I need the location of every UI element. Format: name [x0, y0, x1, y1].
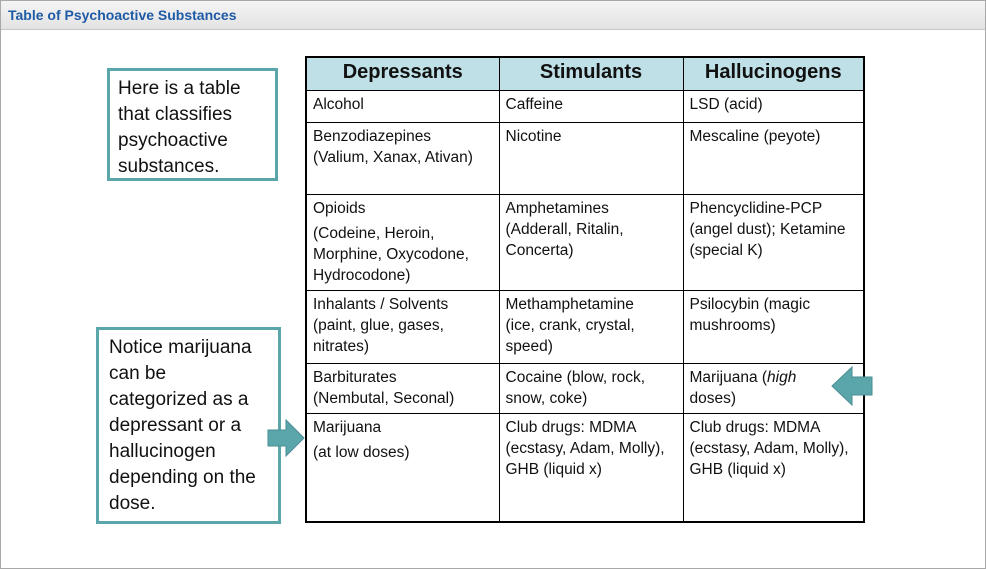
cell-subtext: (ice, crank, crystal, speed)	[505, 317, 635, 355]
cell-text-emphasis: high	[767, 369, 797, 386]
arrow-left-icon	[831, 366, 873, 406]
cell-text: Psilocybin (magic	[689, 296, 811, 313]
table-cell	[306, 195, 499, 291]
cell-text: Opioids	[313, 200, 366, 217]
header-depressants: Depressants	[306, 57, 499, 91]
table-row	[306, 91, 864, 123]
substances-table	[305, 56, 865, 523]
table-row	[306, 291, 864, 364]
table-cell	[306, 123, 499, 195]
cell-subtext: mushrooms)	[689, 317, 776, 334]
table-cell	[683, 123, 864, 195]
cell-text: Barbiturates	[313, 369, 397, 386]
table-cell	[499, 123, 683, 195]
cell-text: Club drugs: MDMA (ecstasy, Adam, Molly), GHB (liquid x)	[505, 419, 665, 478]
table-cell	[499, 195, 683, 291]
cell-subtext: (Adderall, Ritalin, Concerta)	[505, 221, 624, 259]
cell-text: Club drugs: MDMA (ecstasy, Adam, Molly), GHB (liquid x)	[689, 419, 849, 478]
table-row	[306, 123, 864, 195]
cell-text: Methamphetamine	[505, 296, 634, 313]
cell-text: Cocaine (blow, rock, snow, coke)	[505, 369, 646, 407]
title-bar	[1, 1, 985, 30]
table-cell	[683, 291, 864, 364]
table-cell	[499, 364, 683, 414]
cell-subtext: (paint, glue, gases, nitrates)	[313, 317, 444, 355]
cell-subtext: (Nembutal, Seconal)	[313, 390, 455, 407]
cell-text: Alcohol	[313, 96, 364, 113]
cell-text: Nicotine	[505, 128, 562, 145]
cell-text-main: Marijuana (	[689, 369, 768, 386]
page-title: Table of Psychoactive Substances	[8, 7, 237, 23]
table-cell	[306, 91, 499, 123]
header-hallucinogens: Hallucinogens	[683, 57, 864, 91]
table-header-row	[306, 57, 864, 91]
table-row	[306, 195, 864, 291]
cell-subtext: (Valium, Xanax, Ativan)	[313, 149, 473, 166]
cell-text: Inhalants / Solvents	[313, 296, 449, 313]
table-cell	[499, 414, 683, 522]
cell-text: Amphetamines	[505, 200, 609, 217]
table-cell	[683, 195, 864, 291]
cell-text: Caffeine	[505, 96, 563, 113]
intro-note: Here is a table that classifies psychoactive substances.	[107, 68, 278, 181]
cell-text: Phencyclidine-PCP	[689, 200, 823, 217]
cell-subtext: doses)	[689, 390, 737, 407]
cell-text: Mescaline (peyote)	[689, 128, 821, 145]
arrow-right-icon	[267, 419, 305, 457]
cell-text: Marijuana	[313, 419, 382, 436]
header-stimulants: Stimulants	[499, 57, 683, 91]
table-cell	[306, 364, 499, 414]
table-cell	[683, 91, 864, 123]
cell-text: Benzodiazepines	[313, 128, 432, 145]
cell-subtext: (angel dust); Ketamine (special K)	[689, 221, 846, 259]
cell-subtext: (at low doses)	[313, 444, 410, 461]
marijuana-note: Notice marijuana can be categorized as a depressant or a hallucinogen depending on the dose.	[96, 327, 281, 524]
table-cell	[306, 414, 499, 522]
table-cell	[683, 414, 864, 522]
table-cell	[306, 291, 499, 364]
cell-subtext: (Codeine, Heroin, Morphine, Oxycodone, Hydrocodone)	[313, 225, 469, 284]
table-cell	[499, 91, 683, 123]
cell-text: LSD (acid)	[689, 96, 763, 113]
table-row	[306, 364, 864, 414]
table-cell	[499, 291, 683, 364]
table-row	[306, 414, 864, 522]
